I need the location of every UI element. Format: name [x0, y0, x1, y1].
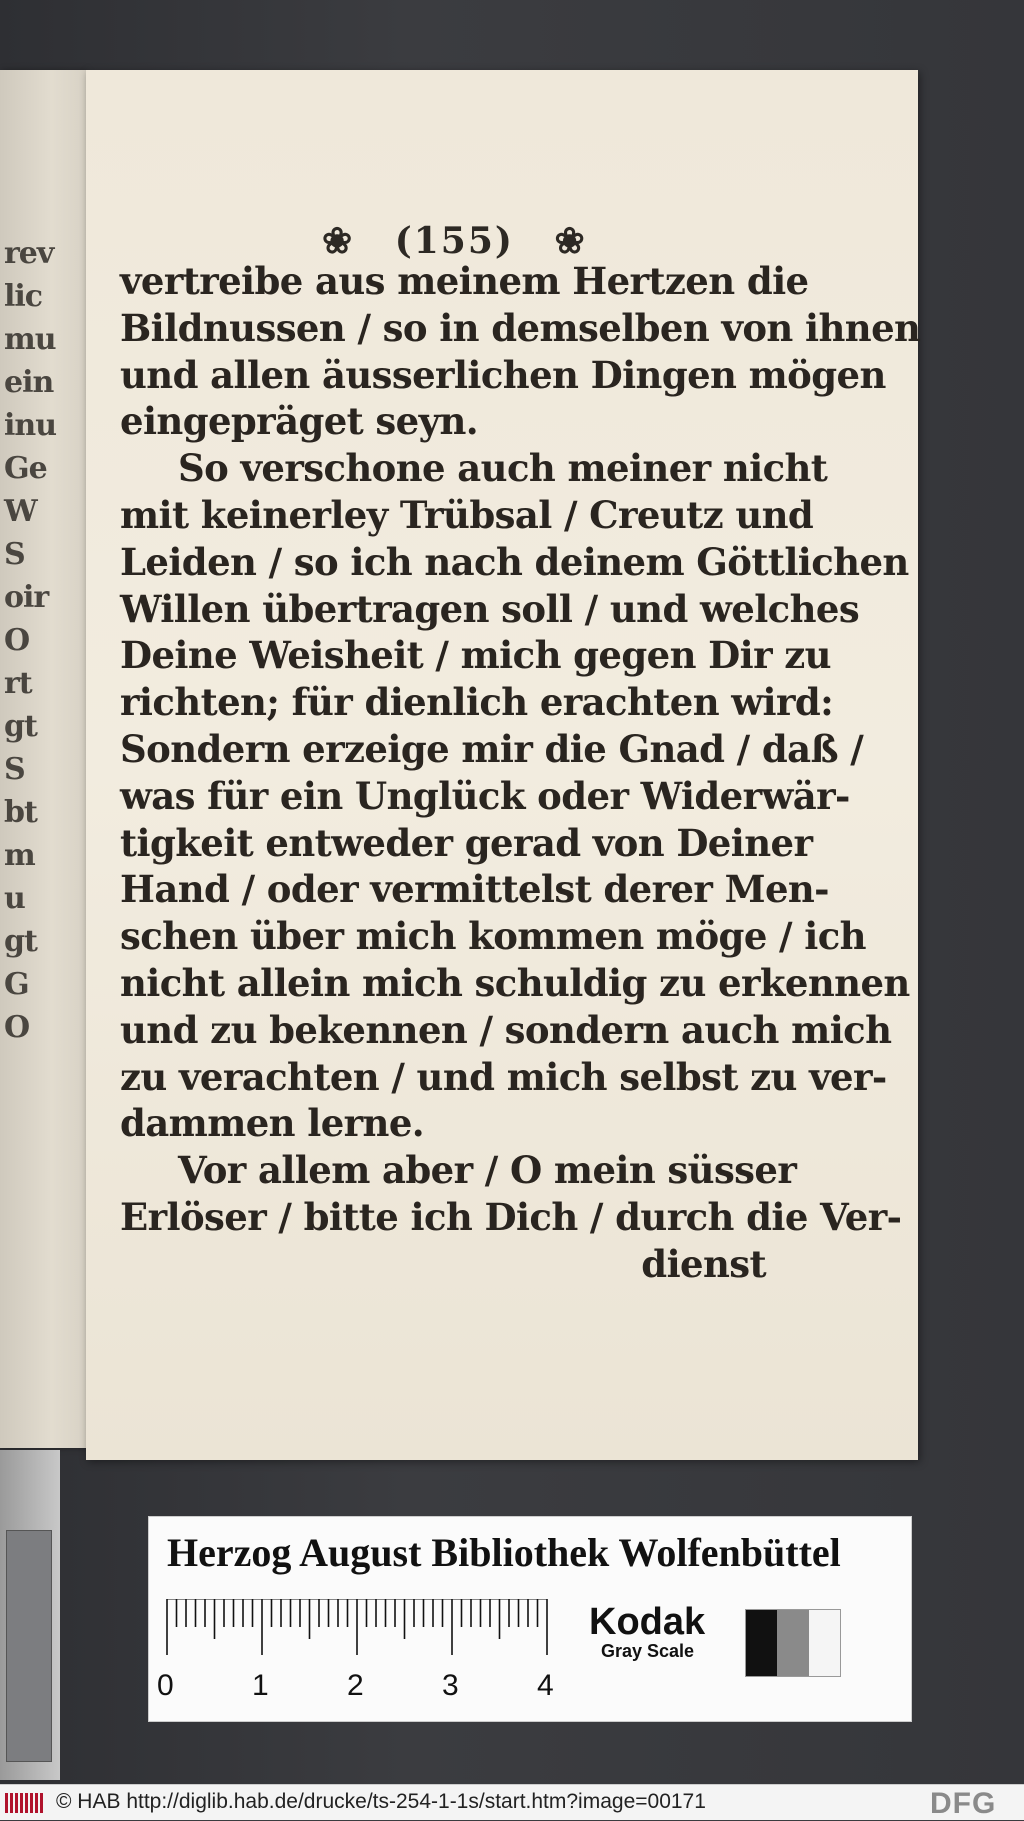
text-line: dienst	[641, 1241, 766, 1286]
page-number: (155)	[394, 220, 514, 262]
text-line: eingepräget seyn.	[120, 399, 479, 444]
gray-scale-label: Gray Scale	[601, 1641, 695, 1661]
text-line: nicht allein mich schuldig zu erkennen	[120, 960, 910, 1005]
left-strip-card	[6, 1530, 52, 1762]
text-line: richten; für dienlich erachten wird:	[120, 680, 834, 725]
ruler-number: 1	[252, 1669, 269, 1702]
left-page-fragment: G	[4, 967, 29, 1002]
page-text-block	[120, 258, 921, 1288]
ornament-left-icon: ❀	[322, 220, 355, 262]
left-neighbour-page	[0, 70, 86, 1448]
left-color-strip	[0, 1450, 60, 1780]
ruler-number: 0	[157, 1669, 174, 1702]
ornament-right-icon: ❀	[554, 220, 587, 262]
text-line: Sondern erzeige mir die Gnad / daß /	[120, 726, 864, 771]
text-line: Leiden / so ich nach deinem Göttlichen	[120, 539, 909, 584]
text-line: zu verachten / und mich selbst zu ver-	[120, 1054, 887, 1099]
text-line: Deine Weisheit / mich gegen Dir zu	[120, 633, 831, 678]
left-page-fragment: Ge	[4, 451, 47, 486]
text-line: dammen lerne.	[120, 1101, 425, 1146]
ruler-number: 2	[347, 1669, 364, 1702]
text-line: So verschone auch meiner nicht	[178, 446, 828, 491]
text-line: mit keinerley Trübsal / Creutz und	[120, 492, 814, 537]
text-line: und allen äusserlichen Dingen mögen	[120, 352, 886, 397]
dfg-logo: DFG	[930, 1787, 997, 1820]
text-line: was für ein Unglück oder Widerwär-	[120, 773, 850, 818]
text-line: vertreibe aus meinem Hertzen die	[120, 259, 809, 303]
text-line: Hand / oder vermittelst derer Men-	[120, 867, 829, 912]
left-page-fragment: gt	[4, 924, 37, 959]
book-page	[86, 70, 921, 1460]
kodak-brand: Kodak	[589, 1601, 706, 1643]
text-line: schen über mich kommen möge / ich	[120, 914, 866, 959]
left-page-fragment: O	[4, 623, 30, 658]
gray-swatches	[745, 1609, 841, 1677]
text-line: tigkeit entweder gerad von Deiner	[120, 820, 813, 865]
text-line: und zu bekennen / sondern auch mich	[120, 1007, 892, 1052]
gray-swatch	[809, 1610, 840, 1676]
ruler-number: 3	[442, 1669, 459, 1702]
left-page-fragment: u	[4, 881, 25, 916]
color-calibration-card	[148, 1516, 912, 1722]
ruler-number: 4	[537, 1669, 554, 1702]
left-page-fragment: m	[4, 838, 35, 873]
gray-swatch	[746, 1610, 777, 1676]
hab-logo-icon	[4, 1791, 46, 1815]
left-page-fragment: gt	[4, 709, 37, 744]
text-line: Bildnussen / so in demselben von ihnen	[120, 305, 921, 350]
left-page-fragment: O	[4, 1010, 30, 1045]
left-page-fragment: bt	[4, 795, 37, 830]
ruler-scale	[165, 1599, 565, 1659]
left-page-fragment: rt	[4, 666, 32, 701]
left-page-fragment: oir	[4, 580, 49, 615]
left-page-fragment: S	[4, 537, 25, 572]
text-line: Willen übertragen soll / und welches	[120, 586, 860, 631]
left-page-fragment: inu	[4, 408, 57, 443]
left-page-fragment: rev	[4, 236, 54, 271]
left-page-fragment: W	[4, 494, 37, 529]
page-header	[322, 220, 722, 262]
text-line: Erlöser / bitte ich Dich / durch die Ver-	[120, 1194, 902, 1239]
left-page-fragment: ein	[4, 365, 54, 400]
library-name: Herzog August Bibliothek Wolfenbüttel	[167, 1530, 841, 1575]
footer-bar	[0, 1784, 1024, 1820]
copyright-url[interactable]: © HAB http://diglib.hab.de/drucke/ts-254-1-1s/start.htm?image=00171	[56, 1790, 706, 1813]
gray-swatch	[777, 1610, 808, 1676]
left-page-fragment: lic	[4, 279, 43, 314]
text-line: Vor allem aber / O mein süsser	[178, 1148, 797, 1193]
left-page-fragment: mu	[4, 322, 56, 357]
left-page-fragment: S	[4, 752, 25, 787]
